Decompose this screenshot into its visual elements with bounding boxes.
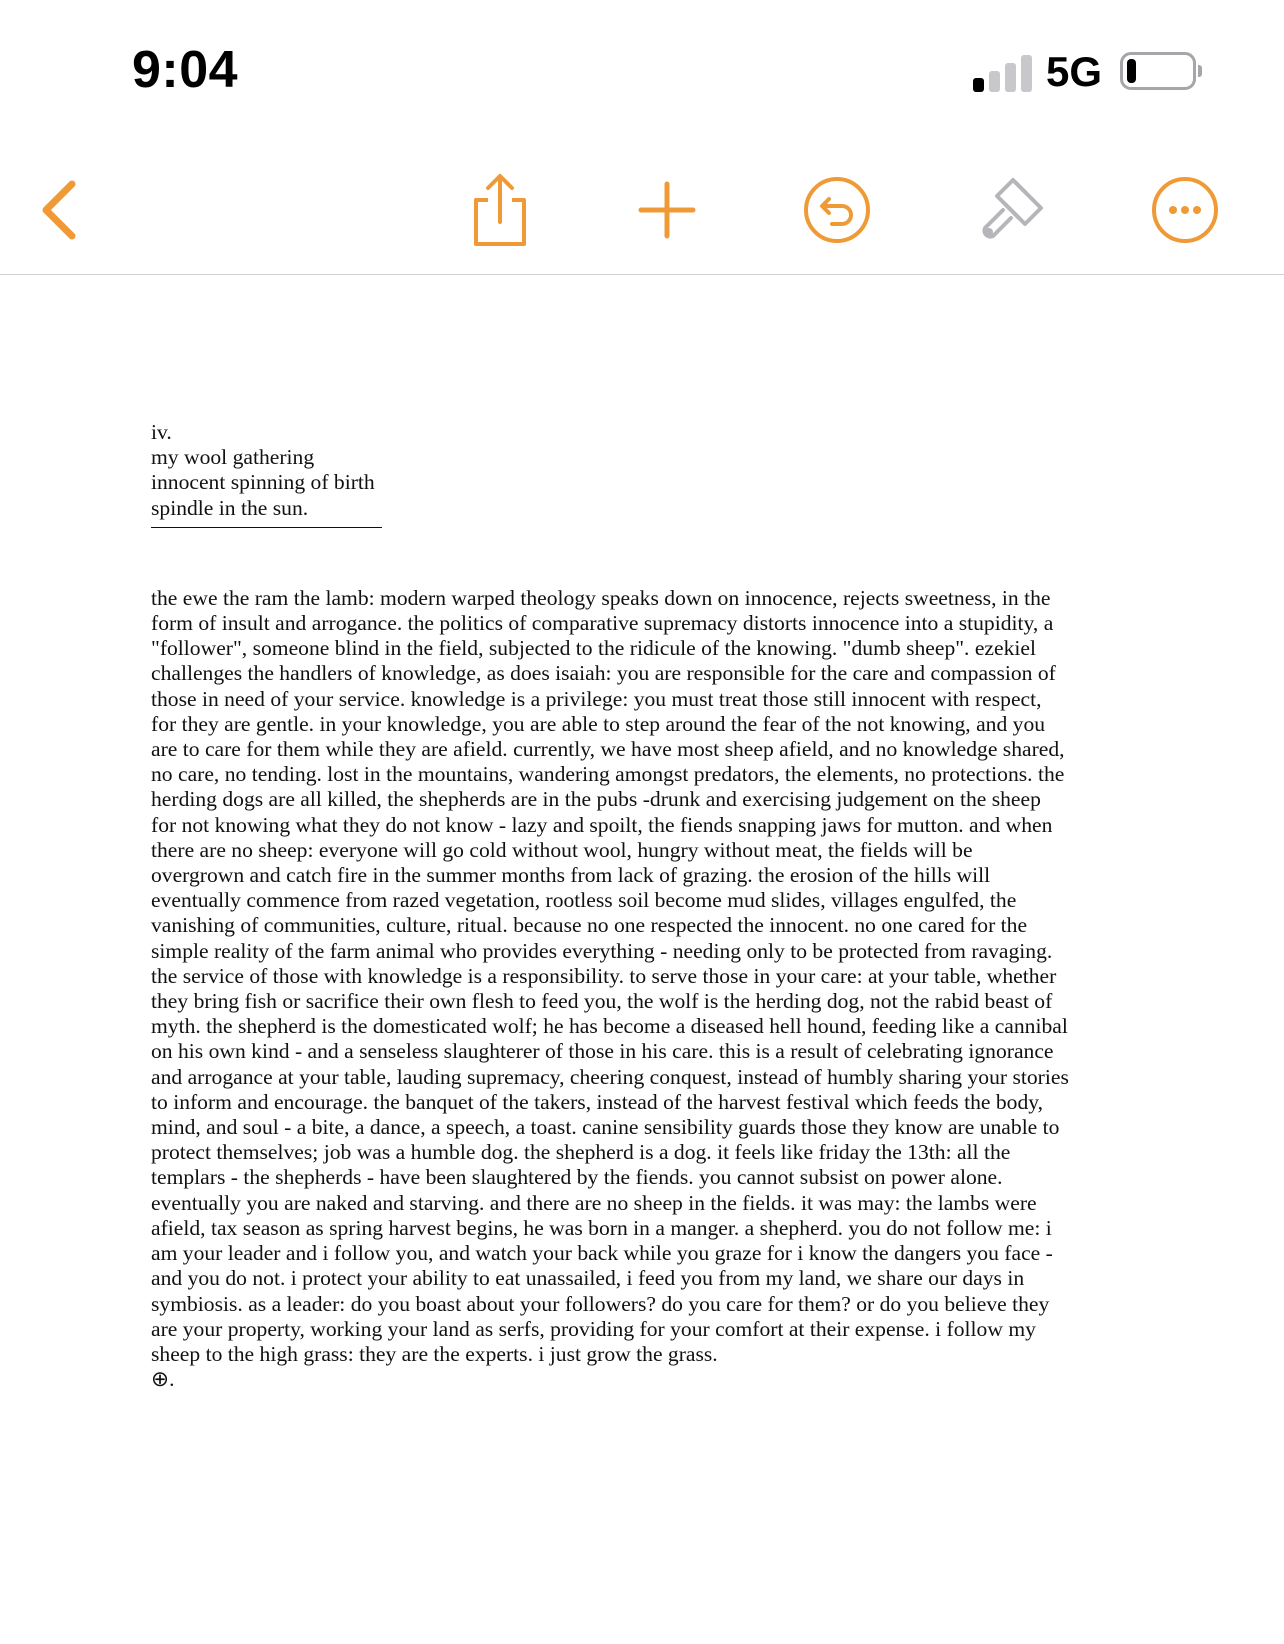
document-page[interactable] [151, 420, 1151, 1392]
verse-line: spindle in the sun. [151, 495, 309, 520]
body-line: eventually you are naked and starving. and there are no sheep in the fields. it was may: the lambs were [151, 1190, 1037, 1215]
body-line: the service of those with knowledge is a responsibility. to serve those in your care: at your table, whether [151, 963, 1057, 988]
battery-icon [1120, 52, 1194, 88]
body-line: protect themselves; job was a humble dog. the shepherd is a dog. it feels like friday the 13th: all the [151, 1140, 1011, 1165]
section-number: iv. [151, 420, 172, 444]
body-line: templars - the shepherds - have been slaughtered by the fiends. you cannot subsist on power alone. [151, 1165, 1003, 1190]
body-line: eventually commence from razed vegetation, rootless soil become mud slides, villages engulfed, the [151, 888, 1017, 913]
add-button[interactable] [627, 170, 707, 250]
format-button[interactable] [971, 170, 1051, 250]
body-line: to inform and encourage. the banquet of the takers, instead of the harvest festival which feeds the body, [151, 1089, 1044, 1114]
end-mark: ⊕. [151, 1367, 175, 1392]
body-line: myth. the shepherd is the domesticated wolf; he has become a diseased hell hound, feeding like a cannibal [151, 1014, 1068, 1039]
share-icon [468, 170, 532, 250]
body-paragraph [151, 586, 1151, 1367]
body-line: symbiosis. as a leader: do you boast about your followers? do you care for them? or do you believe they [151, 1291, 1050, 1316]
body-line: herding dogs are all killed, the shepherds are in the pubs -drunk and exercising judgement on the sheep [151, 787, 1041, 812]
body-line: simple reality of the farm animal who provides everything - needing only to be protected from ravaging. [151, 938, 1053, 963]
body-line: on his own kind - and a senseless slaughterer of those in his care. this is a result of celebrating ignorance [151, 1039, 1054, 1064]
body-line: am your leader and i follow you, and watch your back while you graze for i know the dangers you face - [151, 1241, 1053, 1266]
status-bar [0, 0, 1284, 140]
document-toolbar [0, 150, 1284, 275]
undo-button[interactable] [797, 170, 877, 250]
body-line: sheep to the high grass: they are the experts. i just grow the grass. [151, 1341, 718, 1366]
body-line: and arrogance at your table, lauding supremacy, cheering conquest, instead of humbly sharing your stories [151, 1064, 1069, 1089]
body-line: afield, tax season as spring harvest begins, he was born in a manger. a shepherd. you do not follow me: i [151, 1215, 1052, 1240]
verse-line: my wool gathering [151, 445, 315, 470]
battery-level [1127, 59, 1136, 83]
verse-line: innocent spinning of birth [151, 470, 375, 495]
body-line: challenges the handlers of knowledge, as does isaiah: you are responsible for the care and compassion of [151, 661, 1056, 686]
chevron-left-icon [36, 178, 80, 242]
more-button[interactable] [1145, 170, 1225, 250]
share-button[interactable] [460, 170, 540, 250]
undo-icon [802, 175, 872, 245]
body-line: mind, and soul - a bite, a dance, a speech, a toast. canine sensibility guards those they know are unable to [151, 1115, 1060, 1140]
plus-icon [637, 180, 697, 240]
body-line: no care, no tending. lost in the mountains, wandering amongst predators, the elements, no protections. the [151, 762, 1065, 787]
body-line: the ewe the ram the lamb: modern warped theology speaks down on innocence, rejects sweetness, in the [151, 585, 1051, 610]
status-time: 9:04 [132, 41, 239, 99]
network-type: 5G [1046, 48, 1103, 95]
body-line: those in need of your service. knowledge is a privilege: you must treat those still innocent with respect, [151, 686, 1042, 711]
body-line: for they are gentle. in your knowledge, you are able to step around the fear of the not knowing, and you [151, 711, 1046, 736]
body-line: form of insult and arrogance. the politics of comparative supremacy distorts innocence into a stupidity, a [151, 611, 1054, 636]
body-line: for not knowing what they do not know - lazy and spoilt, the fiends snapping jaws for mutton. and when [151, 812, 1053, 837]
body-line: overgrown and catch fire in the summer months from lack of grazing. the erosion of the hills will [151, 863, 991, 888]
horizontal-rule [151, 527, 382, 528]
body-line: they bring fish or sacrifice their own flesh to feed you, the wolf is the herding dog, not the rabid beast of [151, 989, 1053, 1014]
body-line: vanishing of communities, culture, ritual. because no one respected the innocent. no one cared for the [151, 913, 1028, 938]
body-line: are to care for them while they are afield. currently, we have most sheep afield, and no knowledge shared, [151, 737, 1065, 762]
body-line: there are no sheep: everyone will go cold without wool, hungry without meat, the fields will be [151, 837, 973, 862]
body-line: "follower", someone blind in the field, subjected to the ridicule of the knowing. "dumb sheep". ezekiel [151, 636, 1036, 661]
body-line: and you do not. i protect your ability to eat unassailed, i feed you from my land, we share our days in [151, 1266, 1025, 1291]
paintbrush-icon [973, 172, 1049, 248]
cellular-signal-icon [973, 52, 1035, 92]
back-button[interactable] [18, 170, 98, 250]
ellipsis-icon [1150, 175, 1220, 245]
verse [151, 445, 1151, 521]
body-line: are your property, working your land as serfs, providing for your comfort at their expense. i follow my [151, 1316, 1036, 1341]
